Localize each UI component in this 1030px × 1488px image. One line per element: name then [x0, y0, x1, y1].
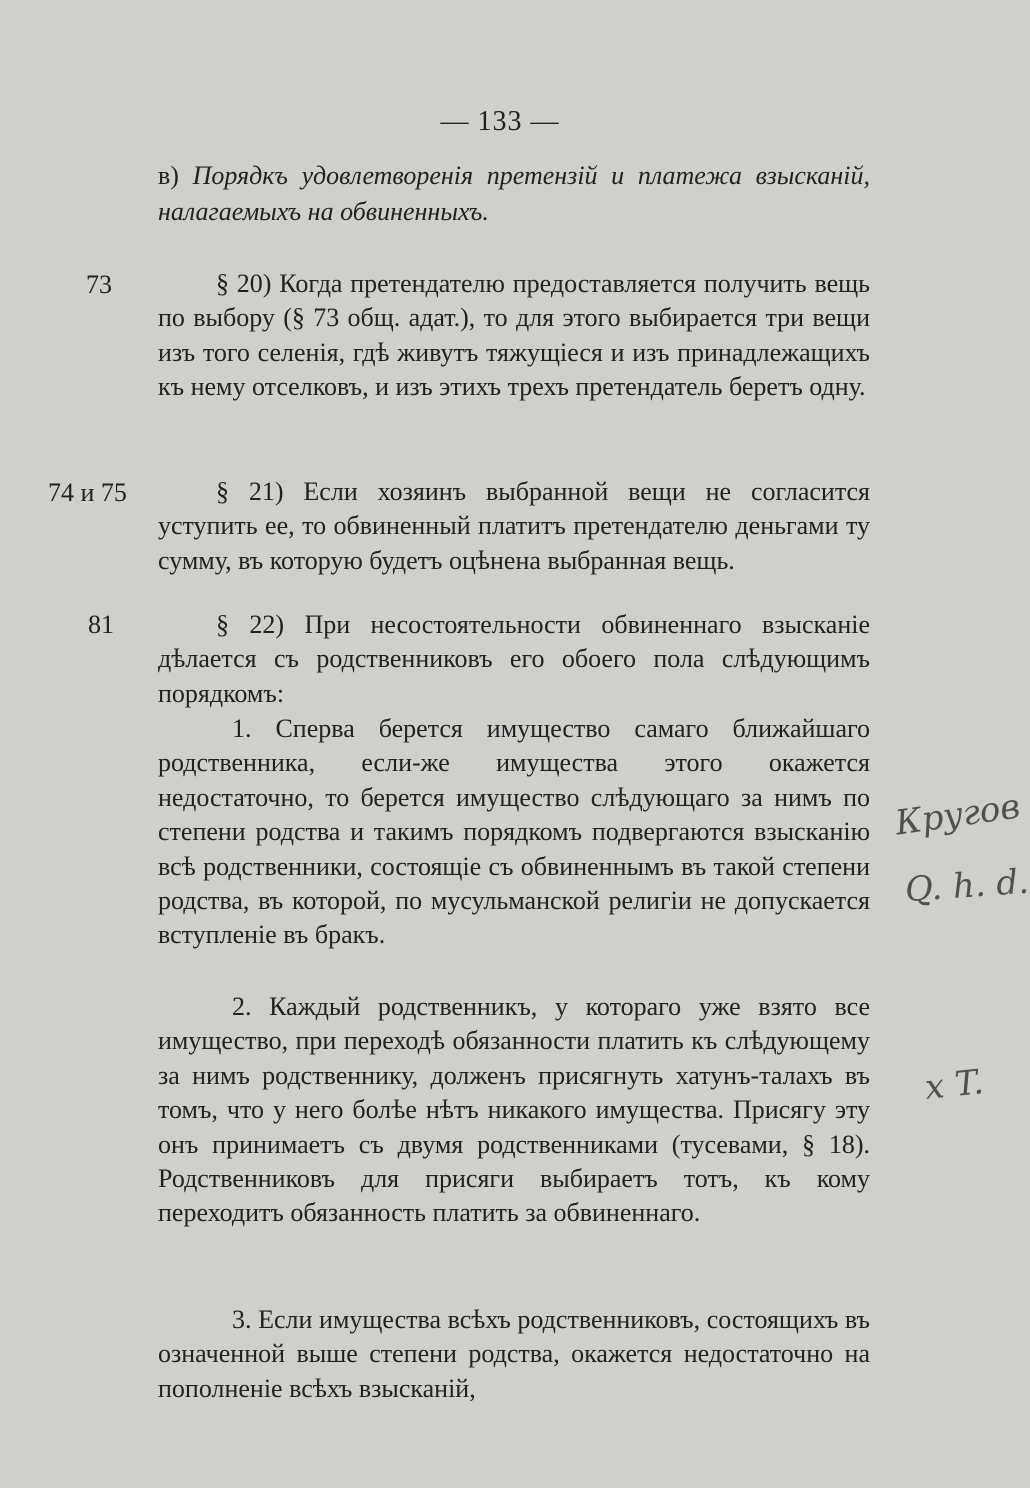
paragraph-22: § 22) При несостоятельности обвиненнаго взысканіе дѣлается съ родственниковъ его обоего пола слѣдующимъ порядкомъ: — [158, 610, 870, 708]
section-heading — [158, 158, 870, 230]
paragraph-21: § 21) Если хозяинъ выбранной вещи не согласится уступить ее, то обвиненный платитъ претендателю деньгами ту сумму, въ которую будетъ оцѣнена выбранная вещь. — [158, 477, 870, 575]
section-heading-text: Порядкъ удовлетворенія претензій и платежа взысканій, налагаемыхъ на обвиненныхъ. — [158, 161, 871, 226]
handwritten-note-2: Q. h. d. — [903, 861, 1030, 911]
paragraph-22-item-3: 3. Если имущества всѣхъ родственниковъ, состоящихъ въ означенной выше степени родства, окажется недостаточно на пополненіе всѣхъ взысканій, — [158, 1305, 870, 1403]
paragraph-20: § 20) Когда претендателю предоставляется получить вещь по выбору (§ 73 общ. адат.), то для этого выбирается три вещи изъ того селенія, гдѣ живутъ тяжущіеся и изъ принадлежащихъ къ нему отселковъ, и изъ этихъ трехъ претендатель беретъ одну. — [158, 269, 870, 402]
section-heading-letter: в) — [158, 161, 179, 190]
handwritten-note-3: x T. — [923, 1062, 986, 1108]
margin-note-74-75: 74 и 75 — [48, 478, 127, 507]
margin-note-73: 73 — [86, 270, 112, 299]
page-number: — 133 — — [440, 106, 560, 137]
margin-note-81: 81 — [88, 610, 114, 639]
paragraph-22-item-1: 1. Сперва берется имущество самаго ближайшаго родственника, если-же имущества этого окажется недостаточно, то берется имущество слѣдующаго за нимъ по степени родства и такимъ порядкомъ подвергаются взысканію всѣ родственники, состоящіе съ обвиненнымъ въ такой степени родства, въ которой, по мусульманской религіи не допускается вступленіе въ бракъ. — [158, 714, 870, 950]
paragraph-22-item-2: 2. Каждый родственникъ, у котораго уже взято все имущество, при переходѣ обязанности платить къ слѣдующему за нимъ родственнику, долженъ присягнуть хатунъ-талахъ въ томъ, что у него болѣе нѣтъ никакого имущества. Присягу эту онъ принимаетъ съ двумя родственниками (тусевами, § 18). Родственниковъ для присяги выбираетъ тотъ, къ кому переходитъ обязанность платить за обвиненнаго. — [158, 992, 870, 1228]
handwritten-note-1: Кругов — [892, 786, 1023, 844]
